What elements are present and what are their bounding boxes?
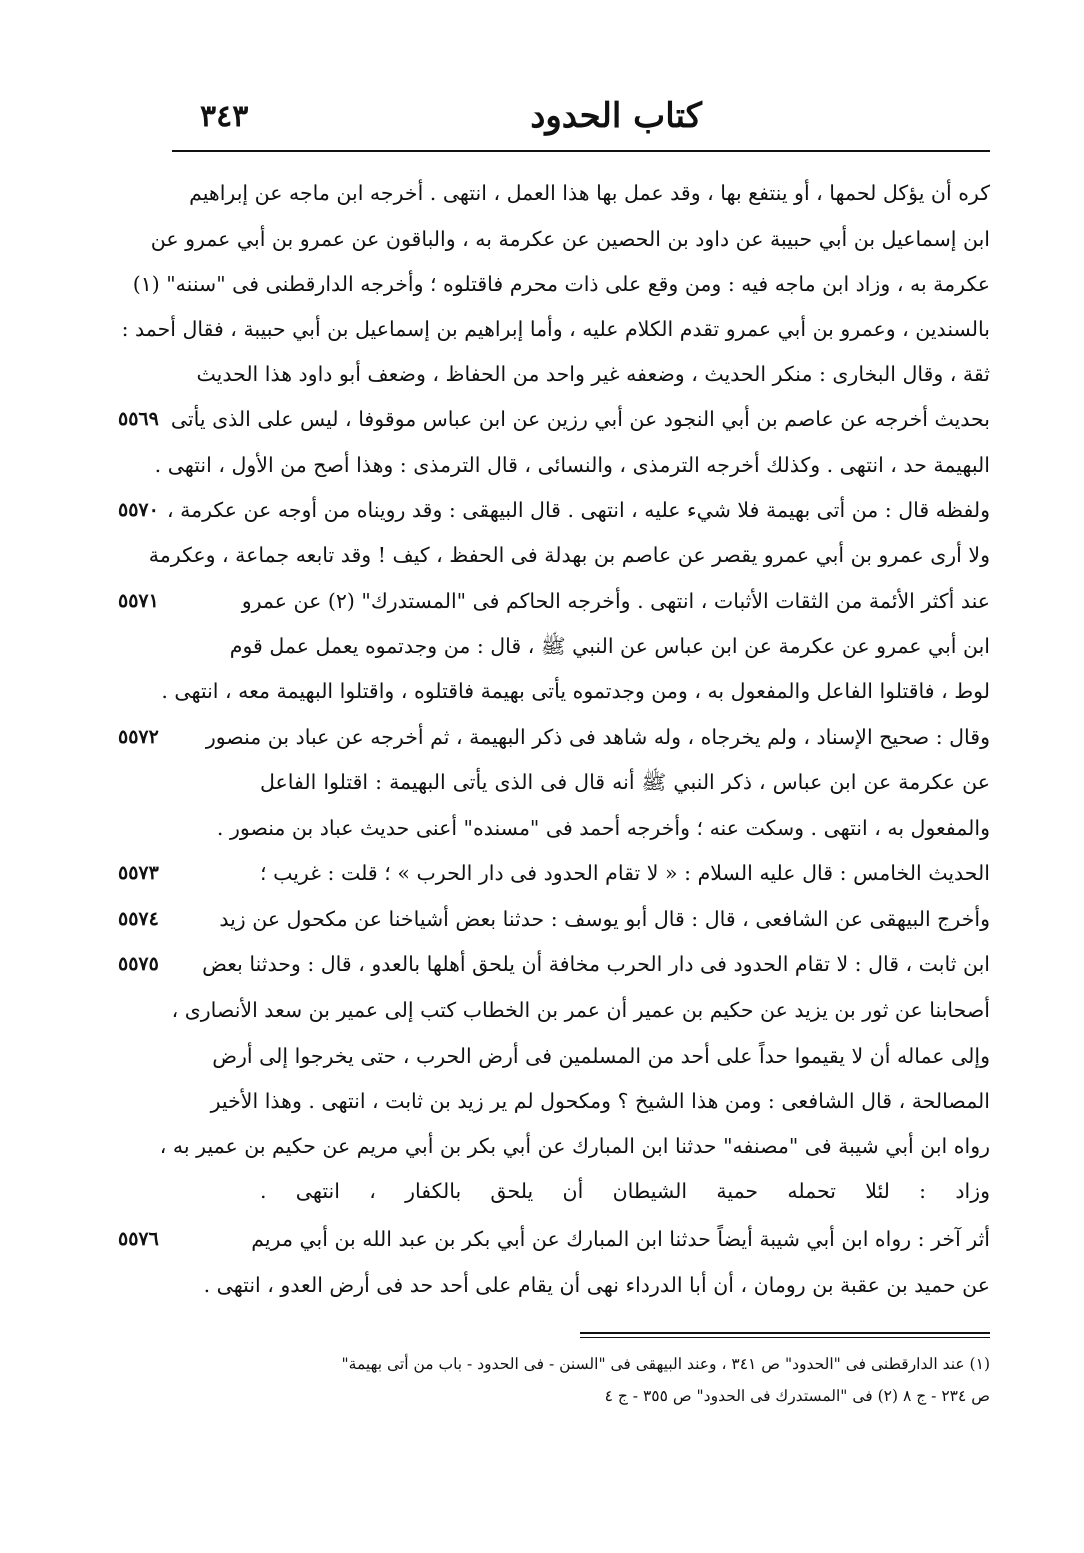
text-line: ثقة ، وقال البخارى : منكر الحديث ، وضعفه غير واحد من الحفاظ ، وضعف أبو داود هذا الحديث: [196, 362, 990, 386]
text-line: ولفظه قال : من أتى بهيمة فلا شيء عليه ، انتهى . قال البيهقى : وقد رويناه من أوجه عن عكرمة ،: [167, 498, 990, 522]
text-line: بالسندين ، وعمرو بن أبي عمرو تقدم الكلام عليه ، وأما إبراهيم بن إسماعيل بن أبي حبيبة ، فقال أحمد :: [121, 317, 990, 341]
text-line: ابن ثابت ، قال : لا تقام الحدود فى دار الحرب مخافة أن يلحق أهلها بالعدو ، قال : وحدثنا بعض: [202, 952, 990, 976]
text-line: عن عكرمة عن ابن عباس ، ذكر النبي ﷺ أنه قال فى الذى يأتى البهيمة : اقتلوا الفاعل: [260, 770, 990, 794]
text-line: أثر آخر : رواه ابن أبي شيبة أيضاً حدثنا ابن المبارك عن أبي بكر بن عبد الله بن أبي مريم: [251, 1227, 990, 1251]
hadith-number: ٥٥٦٩: [118, 408, 159, 430]
page-title: كتاب الحدود: [530, 96, 702, 136]
hadith-number: ٥٥٧٤: [118, 908, 159, 930]
hadith-number: ٥٥٧٦: [118, 1228, 159, 1250]
hadith-number: ٥٥٧١: [118, 590, 159, 612]
page-number: ٣٤٣: [200, 99, 249, 134]
text-line: وإلى عماله أن لا يقيموا حداً على أحد من المسلمين فى أرض الحرب ، حتى يخرجوا إلى أرض: [212, 1044, 990, 1068]
text-line: لوط ، فاقتلوا الفاعل والمفعول به ، ومن وجدتموه يأتى بهيمة فاقتلوه ، واقتلوا البهيمة معه ، انتهى .: [161, 679, 990, 703]
page-header: [172, 92, 992, 148]
text-line: عن حميد بن عقبة بن رومان ، أن أبا الدرداء نهى أن يقام على أحد حد فى أرض العدو ، انتهى .: [203, 1273, 990, 1297]
hadith-number: ٥٥٧٢: [118, 726, 159, 748]
text-line: عكرمة به ، وزاد ابن ماجه فيه : ومن وقع على ذات محرم فاقتلوه ؛ وأخرجه الدارقطنى فى "سننه" (١): [132, 272, 990, 296]
text-line: عند أكثر الأئمة من الثقات الأثبات ، انتهى . وأخرجه الحاكم فى "المستدرك" (٢) عن عمرو: [241, 589, 990, 613]
hadith-number: ٥٥٧٣: [118, 862, 159, 884]
text-line: الحديث الخامس : قال عليه السلام : « لا تقام الحدود فى دار الحرب » ؛ قلت : غريب ؛: [260, 861, 990, 885]
text-line: وزاد : لئلا تحمله حمية الشيطان أن يلحق بالكفار ، انتهى .: [260, 1179, 990, 1203]
footnote-divider: [580, 1332, 990, 1334]
text-line: أصحابنا عن ثور بن يزيد عن حكيم بن عمير أن عمر بن الخطاب كتب إلى عمير بن سعد الأنصارى ،: [171, 998, 990, 1022]
text-line: ابن أبي عمرو عن عكرمة عن ابن عباس عن النبي ﷺ ، قال : من وجدتموه يعمل عمل قوم: [229, 634, 990, 658]
text-line: المصالحة ، قال الشافعى : ومن هذا الشيخ ؟ ومكحول لم ير زيد بن ثابت ، انتهى . وهذا الأخير: [210, 1089, 990, 1113]
hadith-number: ٥٥٧٠: [118, 499, 159, 521]
text-line: البهيمة حد ، انتهى . وكذلك أخرجه الترمذى ، والنسائى ، قال الترمذى : وهذا أصح من الأول ، انتهى .: [154, 453, 990, 477]
text-line: ابن إسماعيل بن أبي حبيبة عن داود بن الحصين عن عكرمة به ، والباقون عن عمرو بن أبي عمرو عن: [150, 227, 990, 251]
text-line: وقال : صحيح الإسناد ، ولم يخرجاه ، وله شاهد فى ذكر البهيمة ، ثم أخرجه عن عباد بن منصور: [205, 725, 990, 749]
text-line: كره أن يؤكل لحمها ، أو ينتفع بها ، وقد عمل بها هذا العمل ، انتهى . أخرجه ابن ماجه عن إبراهيم: [189, 181, 990, 205]
footnote-line: ص ٢٣٤ - ج ٨ (٢) فى "المستدرك فى الحدود" ص ٣٥٥ - ج ٤: [604, 1387, 990, 1405]
footnote-divider-secondary: [580, 1337, 990, 1338]
footnote-line: (١) عند الدارقطنى فى "الحدود" ص ٣٤١ ، وعند البيهقى فى "السنن - فى الحدود - باب من أتى بهيمة": [341, 1355, 990, 1373]
text-line: وأخرج البيهقى عن الشافعى ، قال : قال أبو يوسف : حدثنا بعض أشياخنا عن مكحول عن زيد: [219, 907, 990, 931]
text-line: رواه ابن أبي شيبة فى "مصنفه" حدثنا ابن المبارك عن أبي بكر بن أبي مريم عن حكيم بن عمير به ،: [159, 1134, 990, 1158]
text-line: ولا أرى عمرو بن أبي عمرو يقصر عن عاصم بن بهدلة فى الحفظ ، كيف ! وقد تابعه جماعة ، وعكرمة: [148, 543, 990, 567]
hadith-number: ٥٥٧٥: [118, 953, 159, 975]
text-line: بحديث أخرجه عن عاصم بن أبي النجود عن أبي رزين عن ابن عباس موقوفا ، ليس على الذى يأتى: [170, 407, 990, 431]
text-line: والمفعول به ، انتهى . وسكت عنه ؛ وأخرجه أحمد فى "مسنده" أعنى حديث عباد بن منصور .: [216, 816, 990, 840]
header-divider: [172, 150, 990, 152]
